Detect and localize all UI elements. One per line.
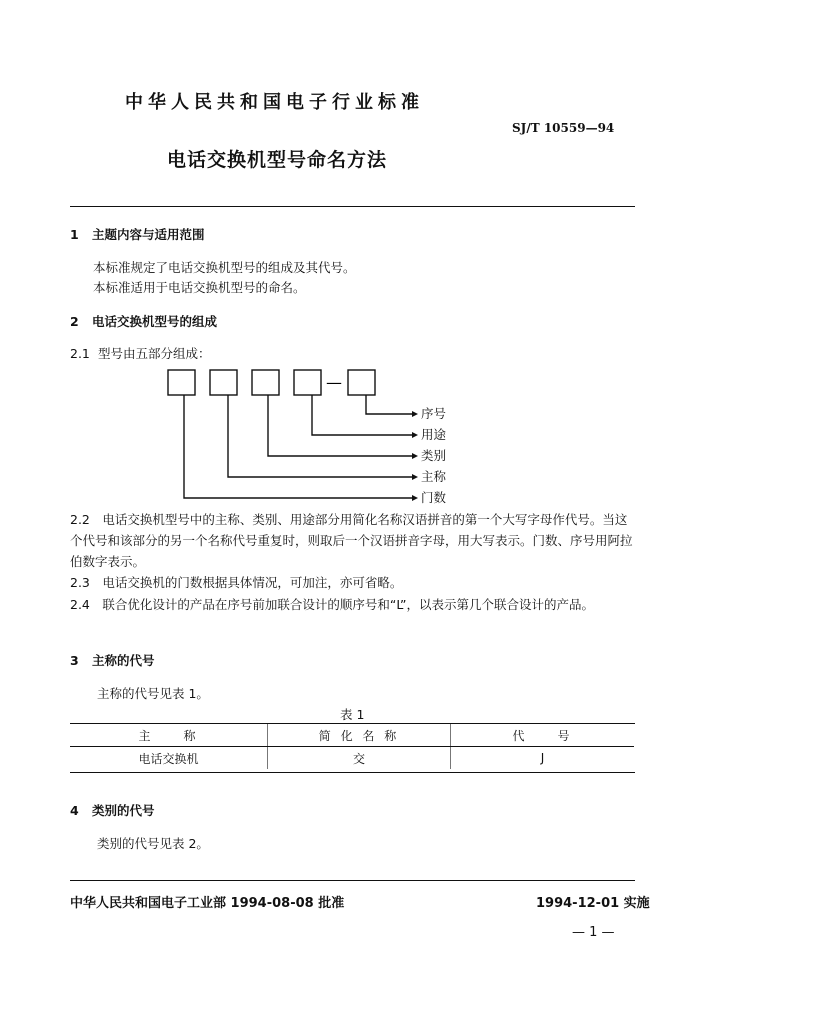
arrowhead [412, 411, 418, 417]
door-count-leader-line [184, 395, 412, 498]
label-door-count: 门数 [421, 490, 447, 505]
section-4-paragraph: 类别的代号见表 2。 [97, 836, 209, 851]
section-2-heading [70, 312, 217, 330]
main-name-box [210, 370, 237, 395]
category-leader-line [268, 395, 412, 456]
usage-box [294, 370, 321, 395]
diagram-dash: — [326, 373, 342, 392]
clause-number: 2.1 [70, 346, 90, 361]
clause-text: 型号由五部分组成： [98, 346, 211, 361]
clause-2-2: 2.2 电话交换机型号中的主称、类别、用途部分用简化名称汉语拼音的第一个大写字母作代号。当这个代号和该部分的另一个名称代号重复时，则取后一个汉语拼音字母，用大写表示。门数、序号用阿拉伯数字表示。 [70, 512, 633, 569]
arrowhead [412, 495, 418, 501]
label-main-name: 主称 [421, 469, 447, 484]
clause-2-3: 2.3 电话交换机的门数根据具体情况，可加注，亦可省略。 [70, 575, 403, 590]
section-1-paragraph: 本标准适用于电话交换机型号的命名。 [93, 280, 306, 295]
model-composition-diagram [150, 360, 470, 510]
door-count-box [168, 370, 195, 395]
approval-line: 中华人民共和国电子工业部 1994-08-08 批准 [70, 896, 345, 911]
section-number: 2 [70, 314, 79, 329]
table-row [70, 747, 634, 770]
section-title: 电话交换机型号的组成 [92, 314, 218, 329]
table-cell: J [540, 751, 545, 765]
table-header-cell: 主 称 [70, 724, 268, 747]
section-title: 主题内容与适用范围 [92, 227, 205, 242]
section-1-paragraph: 本标准规定了电话交换机型号的组成及其代号。 [93, 260, 356, 275]
section-3-paragraph: 主称的代号见表 1。 [97, 686, 209, 701]
section-title: 主称的代号 [92, 653, 155, 668]
arrowhead [412, 474, 418, 480]
effective-date: 1994-12-01 实施 [536, 896, 650, 911]
section-number: 3 [70, 653, 79, 668]
table-bottom-rule [70, 772, 635, 773]
section-3-heading [70, 651, 155, 669]
table-1-caption: 表 1 [340, 707, 365, 722]
table-cell: 电话交换机 [138, 751, 199, 766]
usage-leader-line [312, 395, 412, 435]
section-4-heading [70, 801, 155, 819]
table-header-row [70, 724, 634, 747]
table-cell: 交 [268, 747, 451, 770]
table-header-cell: 代 号 [451, 724, 635, 747]
arrowhead [412, 453, 418, 459]
header-rule [70, 206, 635, 207]
arrowhead [412, 432, 418, 438]
table-1 [70, 724, 634, 769]
section-number: 4 [70, 803, 79, 818]
standard-org-title: 中华人民共和国电子行业标准 [125, 92, 424, 113]
main-name-leader-line [228, 395, 412, 477]
section-1-heading [70, 225, 205, 243]
label-usage: 用途 [421, 427, 447, 442]
serial-box [348, 370, 375, 395]
clause-2-4: 2.4 联合优化设计的产品在序号前加联合设计的顺序号和“L”，以表示第几个联合设计的产品。 [70, 597, 595, 612]
table-header-cell: 简 化 名 称 [268, 724, 451, 747]
standard-code: SJ/T 10559—94 [512, 121, 615, 135]
document-title: 电话交换机型号命名方法 [167, 149, 388, 171]
page-number: — 1 — [572, 925, 615, 940]
label-category: 类别 [421, 448, 447, 463]
section-number: 1 [70, 227, 79, 242]
serial-leader-line [366, 395, 412, 414]
footer-rule [70, 880, 635, 881]
label-serial: 序号 [421, 406, 447, 421]
category-box [252, 370, 279, 395]
section-title: 类别的代号 [92, 803, 155, 818]
